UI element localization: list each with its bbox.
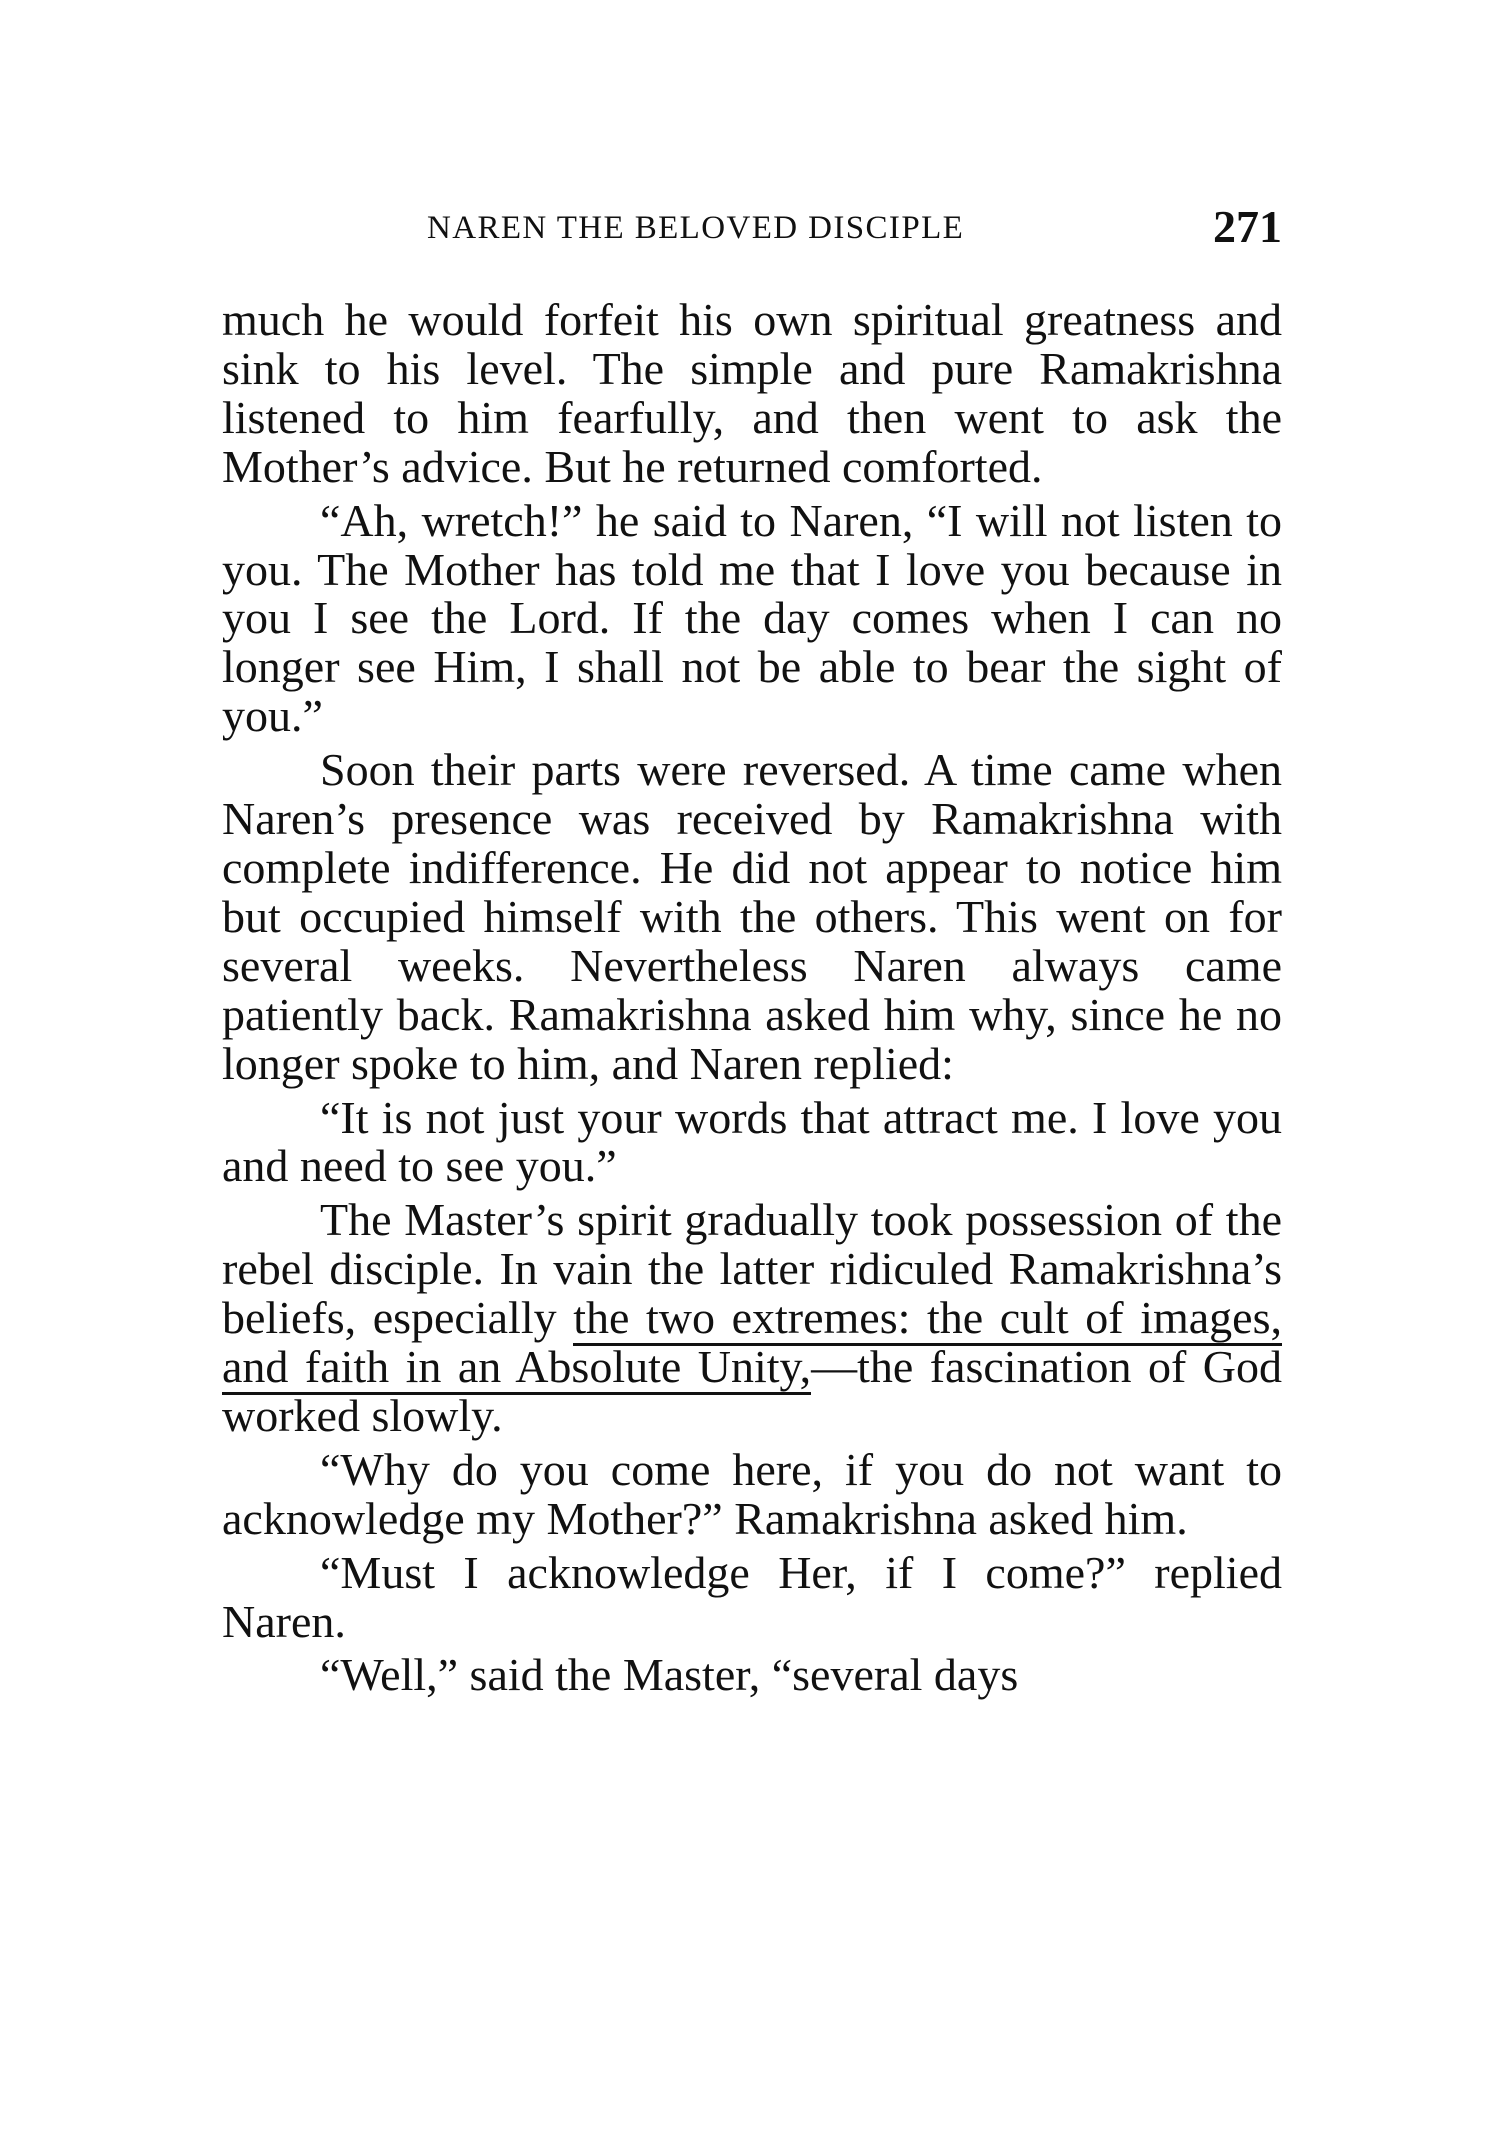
paragraph-6: “Why do you come here, if you do not want to acknowledge my Mother?” Ramakrishna asked him.: [222, 1443, 1282, 1544]
paragraph-5-continuation: —the fascination of God worked slowly.: [222, 1341, 1283, 1441]
running-head: [222, 200, 1282, 260]
body-text: [222, 296, 1282, 1700]
underlined-passage: the two extremes: the cult of images, and faith in an Absolute Unity,: [222, 1292, 1282, 1395]
running-title: NAREN THE BELOVED DISCIPLE: [427, 210, 965, 246]
paragraph-2: “Ah, wretch!” he said to Naren, “I will not listen to you. The Mother has told me that I love you because in you I see the Lord. If the day comes when I can no longer see Him, I shall not be able to bear the sight of you.”: [222, 494, 1282, 742]
paragraph-5-text: The Master’s spirit gradually took possession of the rebel disciple. In vain the latter ridiculed Ramakrishna’s beliefs, especially: [222, 1194, 1282, 1344]
paragraph-8: “Well,” said the Master, “several days: [320, 1649, 1019, 1701]
paragraph-1: much he would forfeit his own spiritual greatness and sink to his level. The simple and pure Ramakrishna listened to him fearfully, and then went to ask the Mother’s advice. But he returned comforted.: [222, 294, 1282, 492]
paragraph-4: “It is not just your words that attract me. I love you and need to see you.”: [222, 1091, 1282, 1192]
page-number: 271: [1213, 201, 1282, 252]
paragraph-3: Soon their parts were reversed. A time came when Naren’s presence was received by Ramakrishna with complete indifference. He did not appear to notice him but occupied himself with the others. This went on for several weeks. Nevertheless Naren always came patiently back. Ramakrishna asked him why, since he no longer spoke to him, and Naren replied:: [222, 744, 1282, 1089]
paragraph-7: “Must I acknowledge Her, if I come?” replied Naren.: [222, 1546, 1282, 1647]
paragraph-5: [222, 1196, 1282, 1441]
